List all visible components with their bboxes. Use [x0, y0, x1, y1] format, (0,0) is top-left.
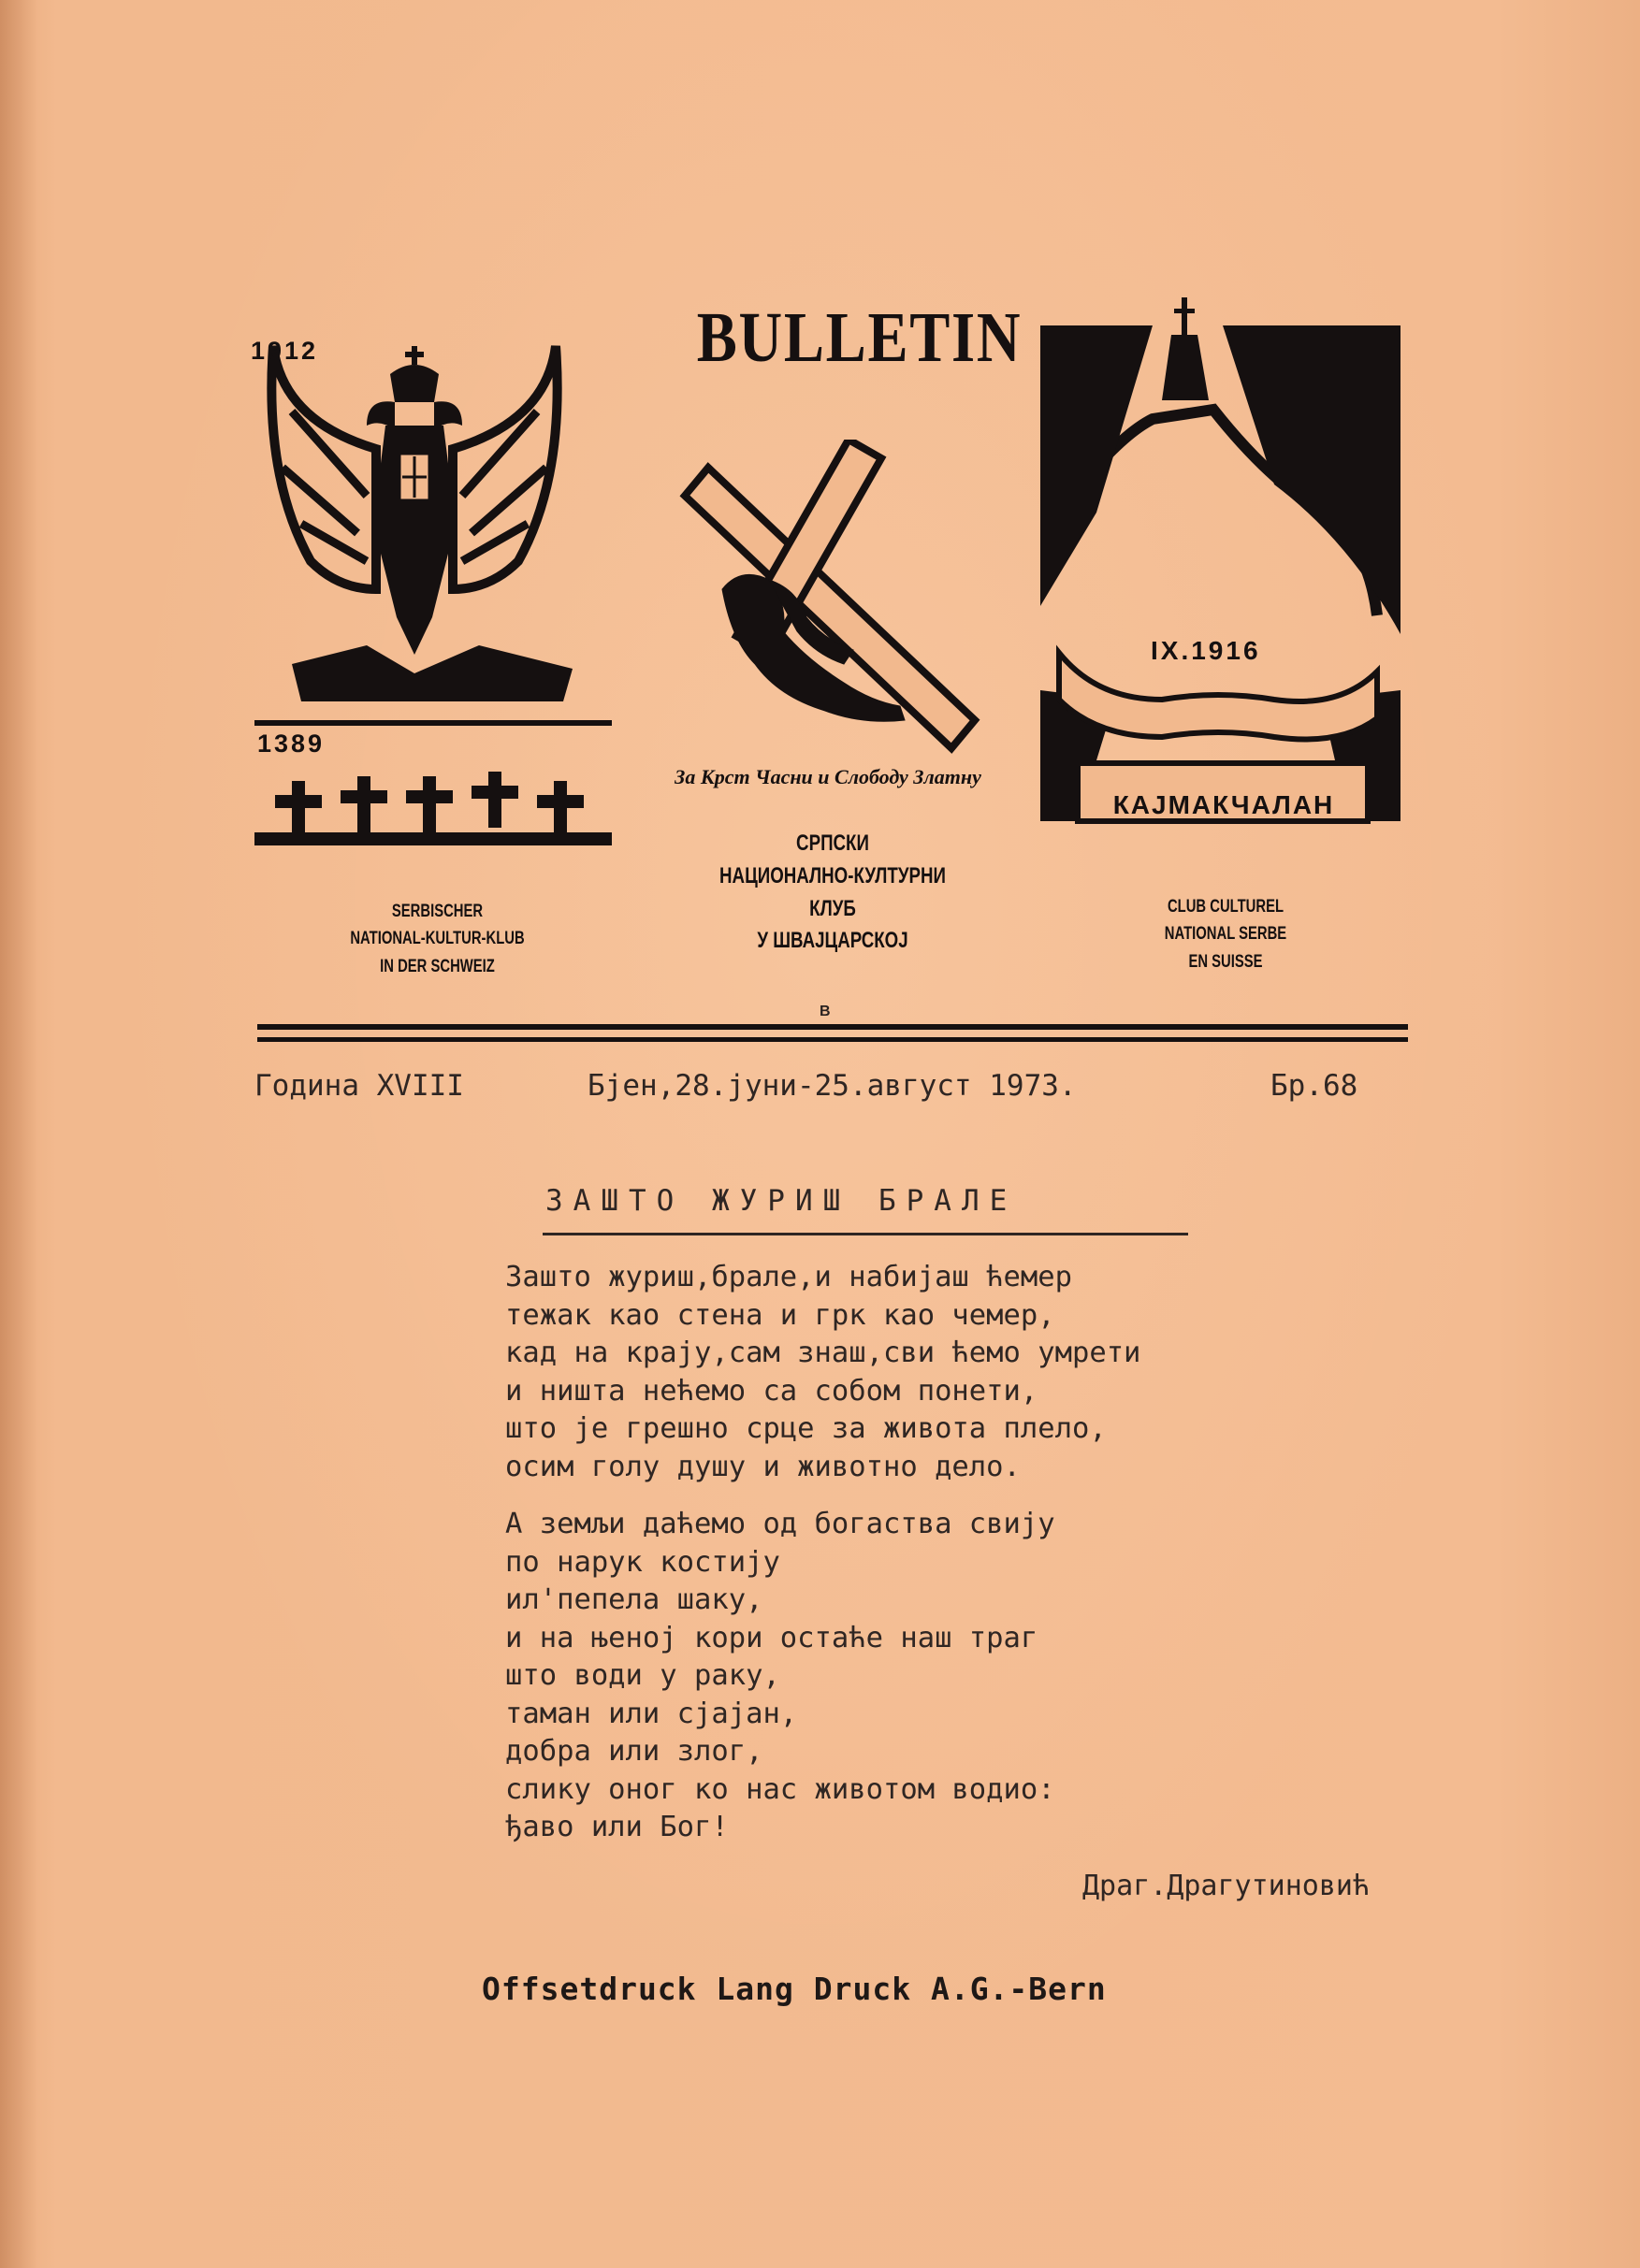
poem-author: Драг.Драгутиновић: [1082, 1870, 1371, 1902]
club-name-french: [1067, 893, 1385, 975]
masthead-rule-bottom: [257, 1037, 1408, 1042]
kajmakchalan-banner: КАЈМАКЧАЛАН: [1112, 790, 1335, 819]
poem-line: и на њеној кори остаће наш траг: [505, 1621, 1038, 1654]
poem-line: тежак као стена и грк као чемер,: [505, 1298, 1055, 1332]
poem-stanza-2: [505, 1506, 1055, 1847]
poem-stanza-1: [505, 1259, 1140, 1486]
poem-line: кад на крају,сам знаш,сви ћемо умрети: [505, 1336, 1141, 1369]
issue-year: Година XVIII: [254, 1069, 464, 1103]
christ-carrying-cross-icon: [666, 440, 1003, 758]
poem-line: Зашто журиш,брале,и набијаш ћемер: [505, 1261, 1072, 1293]
double-headed-eagle-icon: [254, 309, 612, 851]
club-name-serbian: [655, 828, 1010, 958]
poem-line: што води у раку,: [505, 1659, 780, 1692]
printer-credit: Offsetdruck Lang Druck A.G.-Bern: [482, 1971, 1107, 2007]
club-french-line: NATIONAL SERBE: [1164, 924, 1287, 945]
year-1389-label: 1389: [257, 730, 326, 758]
poem-line: добра или злог,: [505, 1735, 763, 1768]
club-serbian-line: НАЦИОНАЛНО-КУЛТУРНИ КЛУБ: [719, 862, 946, 921]
club-french-line: EN SUISSE: [1188, 951, 1263, 972]
club-german-line: IN DER SCHWEIZ: [380, 956, 495, 976]
poem-line: по нарук костију: [505, 1545, 780, 1579]
club-serbian-line: СРПСКИ: [796, 831, 869, 856]
masthead-rule-top: [257, 1024, 1408, 1030]
issue-place-date: Бјен,28.јуни-25.август 1973.: [588, 1069, 1077, 1103]
rule-mark: B: [820, 1004, 831, 1019]
date-ix-1916-label: IX.1916: [1151, 636, 1261, 665]
motto-text: За Крст Часни и Слободу Златну: [675, 765, 981, 788]
poem-line: што је грешно срце за живота плело,: [505, 1412, 1107, 1445]
poem-line: А земљи даћемо од богаства свију: [505, 1508, 1055, 1540]
binding-edge: [0, 0, 37, 2268]
poem-title: ЗАШТО ЖУРИШ БРАЛЕ: [545, 1184, 1018, 1218]
year-1912-label: 1912: [251, 337, 319, 365]
poem-line: ђаво или Бог!: [505, 1811, 729, 1843]
poem-line: таман или сјајан,: [505, 1697, 798, 1730]
poem-line: слику оног ко нас животом водио:: [505, 1772, 1055, 1806]
club-german-line: SERBISCHER: [391, 902, 484, 921]
issue-number: Бр.68: [1270, 1069, 1358, 1103]
club-serbian-line: У ШВАЈЦАРСКОЈ: [757, 928, 908, 954]
club-german-line: NATIONAL-KULTUR-KLUB: [350, 929, 525, 949]
chapel-on-mountain-icon: [1040, 297, 1401, 840]
poem-line: ил'пепела шаку,: [505, 1583, 763, 1616]
masthead-title: BULLETIN: [696, 298, 1023, 377]
poem-title-underline: [543, 1233, 1188, 1235]
club-french-line: CLUB CULTUREL: [1167, 897, 1284, 917]
club-name-german: [257, 898, 617, 980]
poem-line: и ништа нећемо са собом понети,: [505, 1374, 1038, 1408]
poem-line: осим голу душу и животно дело.: [505, 1450, 1021, 1483]
